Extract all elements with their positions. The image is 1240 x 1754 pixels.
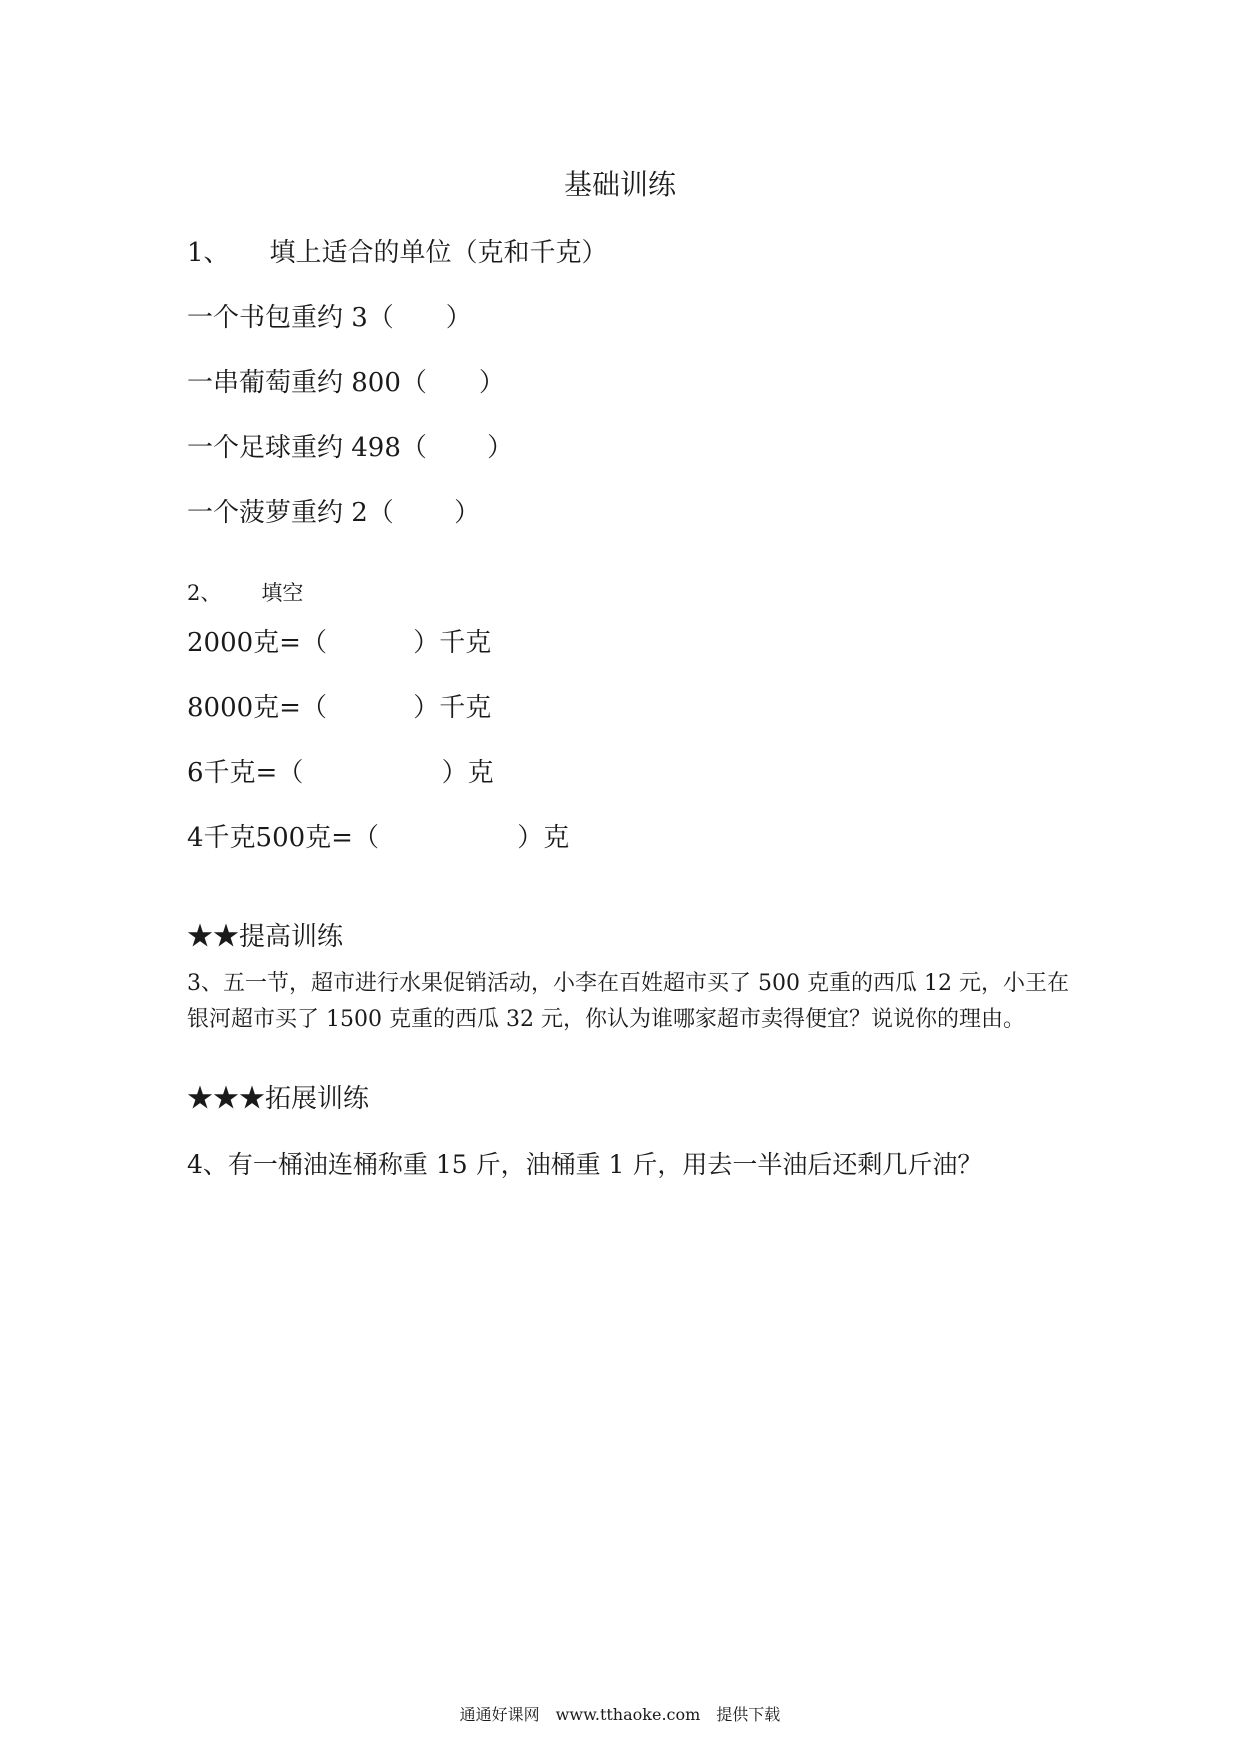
q2-item-3: 6千克=（ ）克 xyxy=(187,758,494,788)
q2-item-1: 2000克=（ ）千克 xyxy=(187,628,492,658)
section-3-heading: ★★提高训练 xyxy=(187,922,344,952)
question-1-header xyxy=(187,232,608,269)
q1-item-2: 一串葡萄重约 800（ ） xyxy=(187,368,505,398)
q1-item-4: 一个菠萝重约 2（ ） xyxy=(187,498,481,528)
question-2-number: 2、 xyxy=(187,581,222,605)
question-1-number: 1、 xyxy=(187,238,230,268)
q2-item-2: 8000克=（ ）千克 xyxy=(187,693,492,723)
question-2-heading: 填空 xyxy=(261,581,304,605)
page-title: 基础训练 xyxy=(563,168,676,201)
q1-item-3: 一个足球重约 498（ ） xyxy=(187,433,514,463)
q2-item-4: 4千克500克=（ ）克 xyxy=(187,823,570,853)
question-3-text: 3、五一节，超市进行水果促销活动，小李在百姓超市买了 500 克重的西瓜 12 元，小王在银河超市买了 1500 克重的西瓜 32 元，你认为谁哪家超市卖得便宜？说说你的理由。 xyxy=(187,971,1069,1032)
question-2-header xyxy=(187,577,303,607)
footer-credit: 通通好课网 www.tthaoke.com 提供下载 xyxy=(459,1705,781,1724)
section-4-heading: ★★★拓展训练 xyxy=(187,1084,370,1114)
question-1-heading: 填上适合的单位（克和千克） xyxy=(269,238,608,268)
question-4-text: 4、有一桶油连桶称重 15 斤，油桶重 1 斤，用去一半油后还剩几斤油？ xyxy=(187,1150,983,1179)
q1-item-1: 一个书包重约 3（ ） xyxy=(187,303,472,333)
